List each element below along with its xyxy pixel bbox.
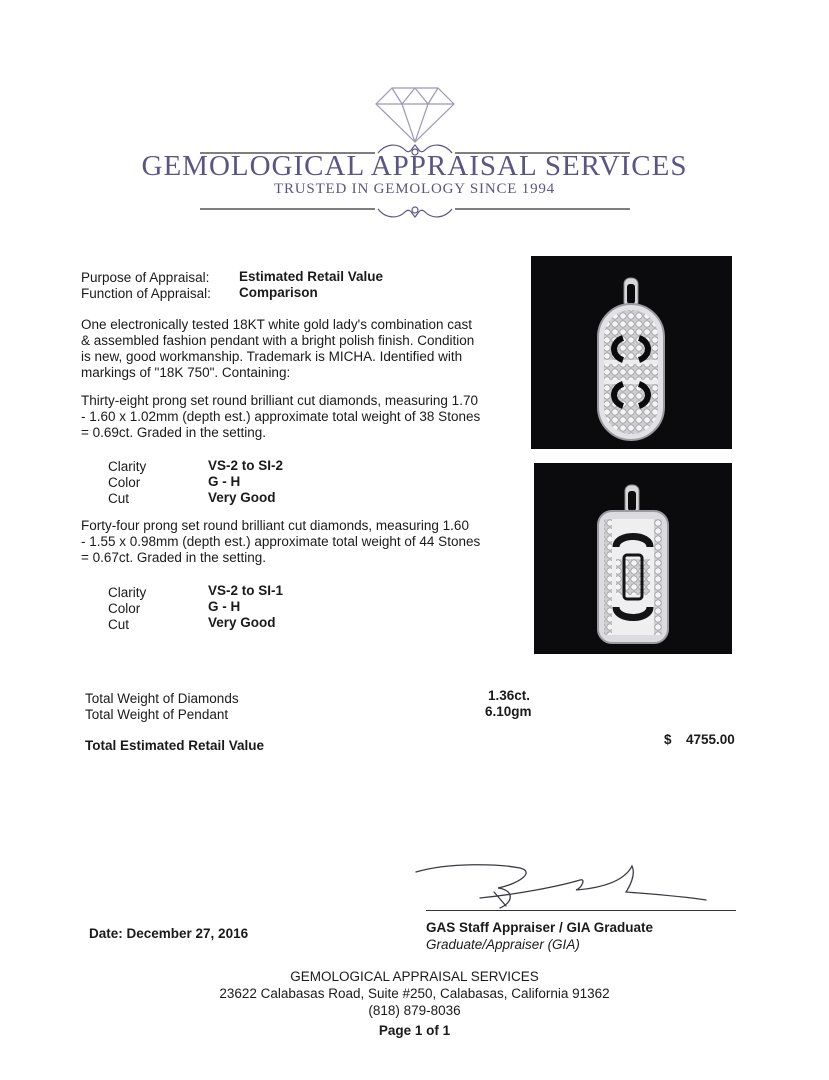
pendant-back-image: [534, 463, 732, 654]
company-tagline: TRUSTED IN GEMOLOGY SINCE 1994: [274, 181, 555, 197]
pendant-front-photo: [531, 256, 732, 449]
total-retail-label: Total Estimated Retail Value: [85, 738, 265, 753]
stones-2-clarity-label: Clarity: [108, 585, 147, 600]
purpose-value: Estimated Retail Value: [239, 269, 384, 284]
appraiser-title: GAS Staff Appraiser / GIA Graduate: [426, 920, 654, 935]
diamond-icon: [370, 84, 460, 146]
total-diamonds-value: 1.36ct.: [488, 688, 531, 703]
appraisal-date: Date: December 27, 2016: [89, 926, 249, 941]
item-description: One electronically tested 18KT white gold lady's combination cast & assembled fashion pendant with a bright polish finish. Condition is new, good workmanship. Trademark is MICHA. Identified with markings of "18K 750". Containing:: [81, 317, 475, 380]
footer-company: GEMOLOGICAL APPRAISAL SERVICES: [290, 969, 539, 984]
appraiser-subtitle: Graduate/Appraiser (GIA): [426, 937, 580, 952]
total-pendant-label: Total Weight of Pendant: [85, 707, 229, 722]
stones-2-cut-label: Cut: [108, 617, 130, 632]
stones-2-color-value: G - H: [208, 599, 241, 614]
currency-symbol: $: [664, 732, 672, 747]
total-retail-value: 4755.00: [686, 732, 735, 747]
company-title: GEMOLOGICAL APPRAISAL SERVICES: [141, 150, 688, 182]
total-diamonds-label: Total Weight of Diamonds: [85, 691, 239, 706]
stones-1-cut-value: Very Good: [208, 490, 276, 505]
footer-phone: (818) 879-8036: [368, 1003, 461, 1018]
function-value: Comparison: [239, 285, 318, 300]
handwritten-signature: [410, 858, 720, 914]
total-pendant-value: 6.10gm: [485, 704, 532, 719]
stones-1-description: Thirty-eight prong set round brilliant cut diamonds, measuring 1.70 - 1.60 x 1.02mm (depth est.) approximate total weight of 38 Stones = 0.69ct. Graded in the setting.: [81, 393, 481, 440]
stones-2-description: Forty-four prong set round brilliant cut diamonds, measuring 1.60 - 1.55 x 0.98mm (depth est.) approximate total weight of 44 Stones = 0.67ct. Graded in the setting.: [81, 518, 481, 565]
pendant-back-photo: [534, 463, 732, 654]
footer-address: 23622 Calabasas Road, Suite #250, Calabasas, California 91362: [219, 986, 610, 1001]
bottom-ornament: [200, 200, 630, 220]
stones-1-clarity-value: VS-2 to SI-2: [208, 458, 284, 473]
stones-1-color-label: Color: [108, 475, 141, 490]
stones-1-cut-label: Cut: [108, 491, 130, 506]
page-number: Page 1 of 1: [378, 1023, 451, 1038]
stones-2-clarity-value: VS-2 to SI-1: [208, 583, 284, 598]
signature-line: [426, 910, 736, 911]
purpose-label: Purpose of Appraisal:: [81, 270, 210, 285]
stones-1-clarity-label: Clarity: [108, 459, 147, 474]
stones-2-color-label: Color: [108, 601, 141, 616]
function-label: Function of Appraisal:: [81, 286, 211, 301]
stones-1-color-value: G - H: [208, 474, 241, 489]
pendant-front-image: [531, 256, 732, 449]
stones-2-cut-value: Very Good: [208, 615, 276, 630]
